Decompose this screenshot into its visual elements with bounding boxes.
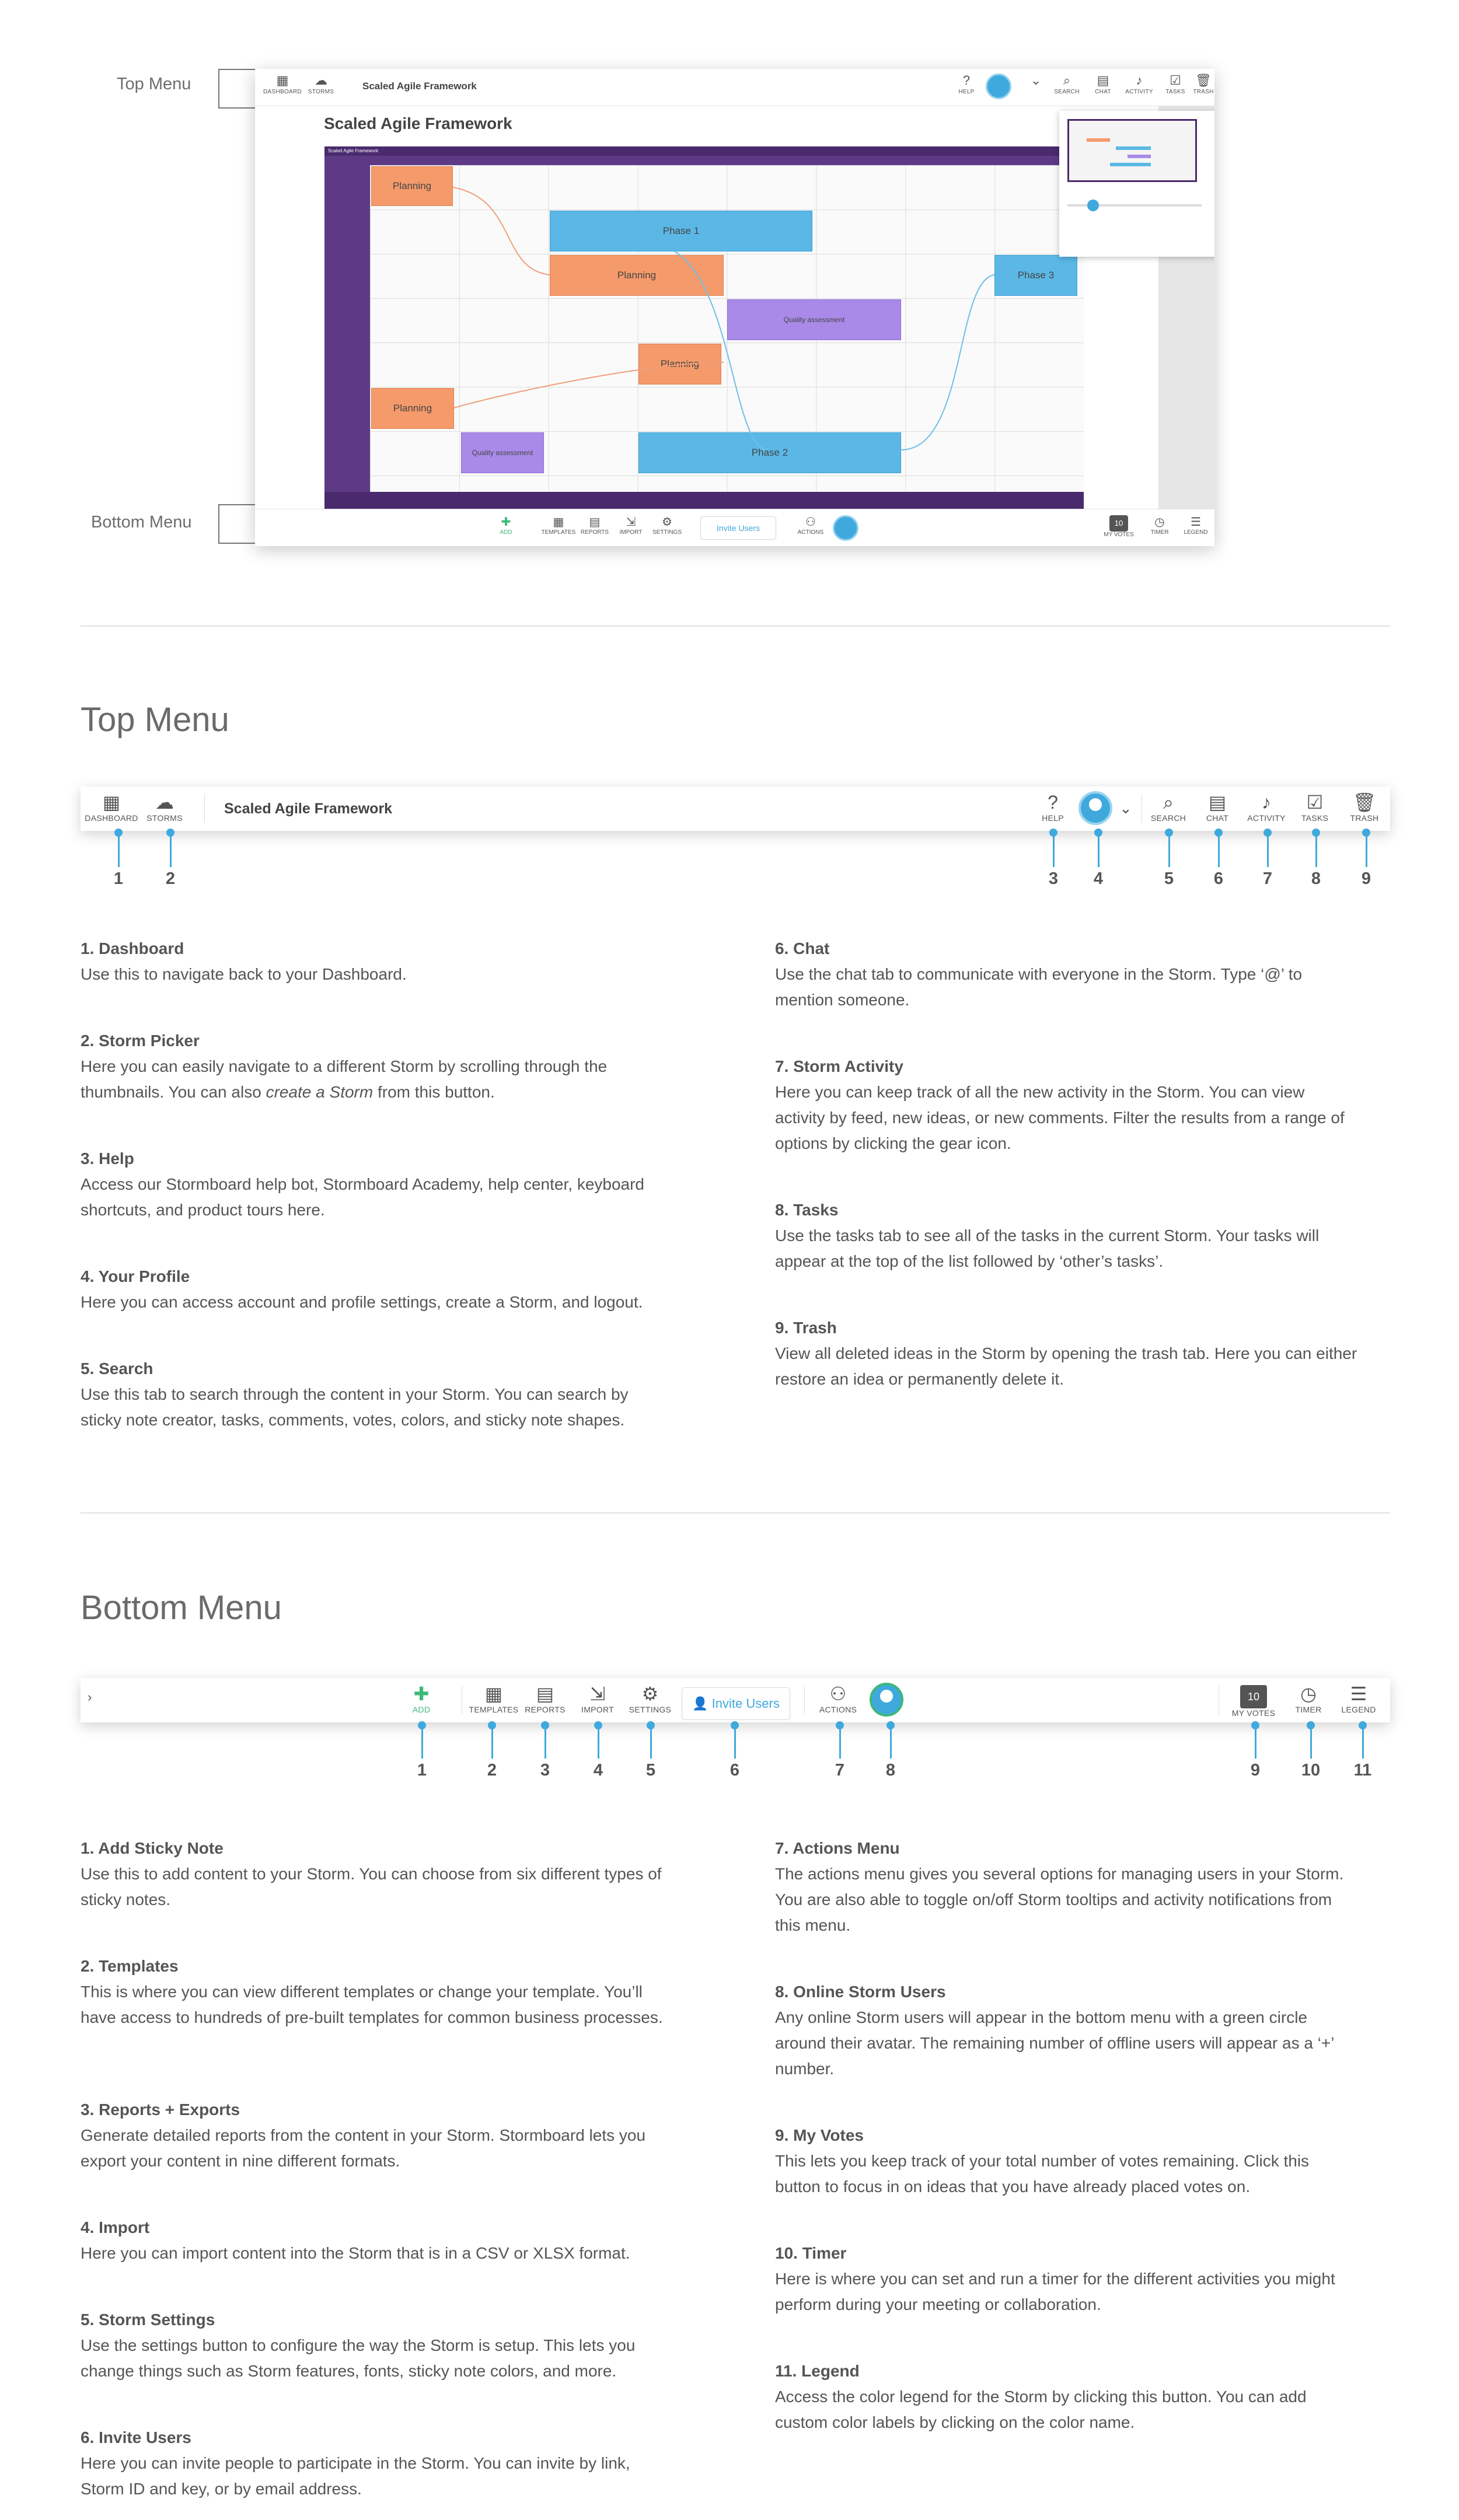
- callout-dot: [114, 829, 123, 837]
- hero-import-button[interactable]: [612, 515, 650, 536]
- callout-number: 8: [885, 1761, 896, 1780]
- add-label: ADD: [412, 1705, 431, 1714]
- bottom-desc-settings: [81, 2307, 664, 2384]
- reports-button[interactable]: [516, 1683, 574, 1714]
- top-desc-chat: [775, 936, 1359, 1013]
- hero-legend-button[interactable]: [1177, 515, 1214, 536]
- hero-label-bottom: Bottom Menu: [91, 513, 192, 532]
- templates-icon: ▦: [553, 516, 564, 529]
- votes-icon: 10: [1100, 515, 1137, 532]
- hero-actions-label: ACTIONS: [797, 529, 824, 536]
- legend-button[interactable]: [1329, 1683, 1388, 1714]
- bottom-desc-import: [81, 2215, 664, 2266]
- callout-dot: [1094, 829, 1102, 837]
- desc-title: 2. Storm Picker: [81, 1032, 200, 1050]
- desc-body: Generate detailed reports from the content in your Storm. Stormboard lets you export your content in nine different formats.: [81, 2126, 646, 2170]
- reports-icon: ▤: [536, 1683, 554, 1704]
- dashboard-icon: ▦: [102, 792, 121, 813]
- callout-number: 1: [417, 1761, 427, 1780]
- desc-title: 4. Import: [81, 2218, 150, 2236]
- hero-board-header: Scaled Agile Framework: [324, 146, 1084, 156]
- callout-dot: [1359, 1721, 1367, 1729]
- hero-help-label: HELP: [958, 89, 975, 95]
- divider-1: [81, 625, 1390, 627]
- settings-button[interactable]: [621, 1683, 679, 1714]
- callout-number: 7: [835, 1761, 845, 1780]
- callout-number: 6: [1213, 869, 1224, 888]
- help-icon: ?: [962, 73, 971, 88]
- top-menu-divider: [204, 795, 205, 823]
- add-button[interactable]: [392, 1683, 451, 1714]
- callout-dot: [1312, 829, 1320, 837]
- dashboard-label: DASHBOARD: [85, 813, 138, 823]
- callout-dot: [1307, 1721, 1315, 1729]
- hero-label-top: Top Menu: [117, 75, 191, 93]
- desc-title: 8. Tasks: [775, 1201, 839, 1219]
- top-desc-activity: [775, 1054, 1359, 1156]
- timer-button[interactable]: [1279, 1683, 1338, 1714]
- templates-button[interactable]: [465, 1683, 523, 1714]
- hero-help-button[interactable]: [947, 72, 986, 95]
- top-desc-help: [81, 1146, 664, 1223]
- desc-title: 2. Templates: [81, 1957, 179, 1975]
- callout-number: 4: [593, 1761, 603, 1780]
- desc-title: 3. Help: [81, 1149, 134, 1168]
- timer-label: TIMER: [1295, 1705, 1322, 1714]
- hero-chat-label: CHAT: [1095, 89, 1111, 95]
- search-icon: ⌕: [1063, 73, 1071, 88]
- desc-body: Here you can import content into the Storm that is in a CSV or XLSX format.: [81, 2244, 630, 2262]
- trash-icon: 🗑: [1195, 73, 1212, 88]
- desc-body: Use this to add content to your Storm. You can choose from six different types of sticky notes.: [81, 1865, 662, 1909]
- hero-actions-button[interactable]: [792, 515, 829, 536]
- tasks-icon: ☑: [1170, 73, 1181, 88]
- callout-dot: [1049, 829, 1057, 837]
- hero-storm-title: Scaled Agile Framework: [362, 81, 477, 92]
- desc-title: 11. Legend: [775, 2362, 860, 2380]
- hero-note-planning-2[interactable]: Planning: [550, 255, 724, 296]
- import-label: IMPORT: [581, 1705, 614, 1714]
- callout-dot: [1165, 829, 1173, 837]
- desc-body: Use this to navigate back to your Dashboard.: [81, 965, 407, 983]
- import-button[interactable]: [568, 1683, 627, 1714]
- desc-title: 6. Invite Users: [81, 2428, 191, 2446]
- bottom-desc-add: [81, 1836, 664, 1913]
- legend-label: LEGEND: [1341, 1705, 1376, 1714]
- dashboard-icon: ▦: [276, 73, 289, 88]
- top-desc-trash: [775, 1315, 1359, 1392]
- hero-board-column-headers: [324, 156, 1084, 165]
- hero-minimap-preview: [1067, 119, 1197, 182]
- desc-body: Any online Storm users will appear in the bottom menu with a green circle around their avatar. The remaining number of offline users will appear as a ‘+’ number.: [775, 2008, 1334, 2078]
- hero-online-user-avatar[interactable]: [833, 515, 858, 541]
- hero-board-row-headers: [324, 165, 370, 492]
- hero-bottom-menu: [255, 509, 1214, 546]
- callout-dot: [647, 1721, 655, 1729]
- trash-label: TRASH: [1350, 813, 1379, 823]
- add-note-icon: ✚: [413, 1683, 430, 1704]
- desc-body: Here you can easily navigate to a different Storm by scrolling through the thumbnails. You can also create a Storm from this button.: [81, 1057, 608, 1101]
- callout-number: 3: [1048, 869, 1059, 888]
- gear-icon: ⚙: [662, 516, 672, 529]
- activity-label: ACTIVITY: [1247, 813, 1286, 823]
- hero-note-phase-3[interactable]: Phase 3: [994, 255, 1077, 296]
- top-menu-heading: Top Menu: [81, 701, 229, 739]
- bottom-desc-actions: [775, 1836, 1359, 1938]
- callout-number: 4: [1093, 869, 1104, 888]
- desc-body: This lets you keep track of your total number of votes remaining. Click this button to focus in on ideas that you have already placed votes on.: [775, 2152, 1310, 2196]
- divider-2: [81, 1512, 1390, 1514]
- desc-body: Use the tasks tab to see all of the tasks in the current Storm. Your tasks will appear at the top of the list followed by ‘other’s tasks’.: [775, 1226, 1320, 1270]
- desc-title: 4. Your Profile: [81, 1267, 190, 1285]
- storms-label: STORMS: [146, 813, 183, 823]
- storm-title: Scaled Agile Framework: [224, 801, 393, 817]
- callout-dot: [836, 1721, 844, 1729]
- hero-note-planning-4[interactable]: Planning: [371, 388, 454, 429]
- search-label: SEARCH: [1150, 813, 1186, 823]
- callout-dot: [886, 1721, 895, 1729]
- callout-dot: [594, 1721, 602, 1729]
- top-desc-search: [81, 1356, 664, 1433]
- desc-body: Access our Stormboard help bot, Stormboard Academy, help center, keyboard shortcuts, and product tours here.: [81, 1175, 644, 1219]
- hero-bracket-top: [218, 69, 256, 109]
- hero-trash-button[interactable]: [1184, 72, 1214, 95]
- import-icon: ⇲: [589, 1683, 606, 1704]
- top-desc-tasks: [775, 1197, 1359, 1274]
- chevron-right-icon[interactable]: ›: [88, 1690, 92, 1704]
- desc-body: Use this tab to search through the content in your Storm. You can search by sticky note creator, tasks, comments, votes, colors, and sticky note shapes.: [81, 1385, 629, 1429]
- hero-top-menu: [255, 69, 1214, 106]
- hero-tasks-label: TASKS: [1165, 89, 1185, 95]
- hero-profile-chevron[interactable]: [1029, 72, 1043, 89]
- hero-timer-label: TIMER: [1150, 529, 1169, 536]
- desc-body: Use the settings button to configure the way the Storm is setup. This lets you change things such as Storm features, fonts, sticky note colors, and more.: [81, 2336, 636, 2380]
- hero-add-label: ADD: [500, 529, 512, 536]
- hero-storm-window: [255, 69, 1214, 546]
- cloud-icon: ☁: [315, 73, 327, 88]
- hero-myvotes-label: MY VOTES: [1104, 532, 1134, 538]
- callout-number: 3: [540, 1761, 550, 1780]
- bottom-desc-my-votes: [775, 2123, 1359, 2200]
- bottom-desc-templates: [81, 1953, 664, 2030]
- online-user-avatar[interactable]: [870, 1683, 903, 1717]
- desc-title: 7. Storm Activity: [775, 1057, 903, 1075]
- reports-icon: ▤: [589, 516, 601, 529]
- hero-trash-label: TRASH: [1193, 89, 1214, 95]
- desc-body: The actions menu gives you several options for managing users in your Storm. You are also able to toggle on/off Storm tooltips and activity notifications from this menu.: [775, 1865, 1344, 1934]
- bottom-desc-reports: [81, 2097, 664, 2174]
- hero-board: [324, 146, 1084, 499]
- votes-count: 10: [1240, 1685, 1267, 1708]
- hero-add-button[interactable]: [487, 515, 525, 536]
- top-desc-storm-picker: [81, 1028, 664, 1105]
- trash-icon: 🗑: [1352, 792, 1377, 813]
- import-icon: ⇲: [626, 516, 636, 529]
- desc-body: Use the chat tab to communicate with everyone in the Storm. Type ‘@’ to mention someone.: [775, 965, 1303, 1009]
- hero-zoom-slider[interactable]: [1067, 204, 1202, 207]
- hero-note-quality-1[interactable]: Quality assessment: [727, 299, 901, 340]
- desc-title: 1. Add Sticky Note: [81, 1839, 224, 1857]
- chevron-down-icon[interactable]: ⌄: [1119, 799, 1132, 817]
- bell-icon: ♪: [1262, 792, 1271, 813]
- votes-icon: [1224, 1683, 1283, 1708]
- hero-minimap[interactable]: [1059, 111, 1214, 257]
- callout-number: 1: [113, 869, 124, 888]
- legend-icon: ☰: [1191, 516, 1201, 529]
- bottom-menu-bar: [81, 1678, 1390, 1722]
- hero-settings-label: SETTINGS: [652, 529, 682, 536]
- callout-number: 5: [1164, 869, 1174, 888]
- bottom-desc-legend: [775, 2358, 1359, 2435]
- desc-body: View all deleted ideas in the Storm by opening the trash tab. Here you can either restore an idea or permanently delete it.: [775, 1344, 1357, 1388]
- desc-title: 5. Storm Settings: [81, 2311, 215, 2329]
- templates-icon: ▦: [484, 1683, 503, 1704]
- hero-templates-button[interactable]: [540, 515, 577, 536]
- hero-legend-label: LEGEND: [1184, 529, 1208, 536]
- hero-note-planning-3[interactable]: Planning: [638, 344, 721, 385]
- desc-body: Access the color legend for the Storm by clicking this button. You can add custom color labels by clicking on the color name.: [775, 2388, 1307, 2431]
- tasks-icon: ☑: [1306, 792, 1324, 813]
- hero-note-planning-1[interactable]: Planning: [371, 166, 453, 206]
- hero-timer-button[interactable]: [1141, 515, 1178, 536]
- callout-number: 9: [1361, 869, 1371, 888]
- desc-title: 9. Trash: [775, 1319, 837, 1337]
- hero-reports-label: REPORTS: [580, 529, 609, 536]
- callout-number: 8: [1311, 869, 1321, 888]
- hero-dashboard-button[interactable]: [263, 72, 302, 95]
- hero-myvotes-button[interactable]: [1100, 515, 1137, 538]
- chat-icon: ▤: [1208, 792, 1227, 813]
- hero-note-quality-2[interactable]: Quality assessment: [461, 432, 544, 473]
- hero-reports-button[interactable]: [576, 515, 613, 536]
- desc-body: Here you can keep track of all the new activity in the Storm. You can view activity by feed, new ideas, or new comments. Filter the results from a range of options by clicking the gear icon.: [775, 1083, 1345, 1152]
- hero-board-title: Scaled Agile Framework: [324, 114, 512, 132]
- desc-title: 7. Actions Menu: [775, 1839, 900, 1857]
- callout-dot: [488, 1721, 496, 1729]
- cloud-upload-icon: ☁: [155, 792, 174, 813]
- callout-number: 5: [645, 1761, 656, 1780]
- desc-title: 9. My Votes: [775, 2126, 864, 2144]
- hero-note-phase-1[interactable]: Phase 1: [550, 211, 812, 251]
- bottom-menu-divider-2: [804, 1686, 805, 1714]
- hero-storms-label: STORMS: [308, 89, 334, 95]
- hero-settings-button[interactable]: [648, 515, 686, 536]
- my-votes-button[interactable]: [1224, 1683, 1283, 1718]
- callout-dot: [418, 1721, 426, 1729]
- chat-label: CHAT: [1206, 813, 1229, 823]
- legend-icon: ☰: [1350, 1683, 1367, 1704]
- top-menu-bar: [81, 787, 1390, 831]
- templates-label: TEMPLATES: [469, 1705, 519, 1714]
- hero-search-button[interactable]: [1048, 72, 1086, 95]
- callout-dot: [731, 1721, 739, 1729]
- bottom-menu-heading: Bottom Menu: [81, 1589, 282, 1627]
- bottom-desc-timer: [775, 2241, 1359, 2318]
- reports-label: REPORTS: [525, 1705, 566, 1714]
- users-icon: ⚇: [829, 1683, 847, 1704]
- timer-icon: ◷: [1154, 516, 1165, 529]
- hero-invite-button[interactable]: Invite Users: [700, 516, 776, 540]
- callout-number: 10: [1301, 1761, 1321, 1780]
- callout-dot: [1362, 829, 1370, 837]
- callout-dot: [166, 829, 174, 837]
- callout-number: 2: [487, 1761, 497, 1780]
- hero-storms-button[interactable]: [302, 72, 340, 95]
- timer-icon: ◷: [1300, 1683, 1317, 1704]
- search-icon: ⌕: [1163, 792, 1174, 813]
- desc-body: This is where you can view different templates or change your template. You’ll have access to hundreds of pre-built templates for common business processes.: [81, 1983, 663, 2026]
- dashboard-button[interactable]: [82, 791, 141, 823]
- settings-label: SETTINGS: [629, 1705, 672, 1714]
- trash-button[interactable]: [1335, 791, 1394, 823]
- hero-chat-button[interactable]: [1084, 72, 1122, 95]
- callout-number: 2: [165, 869, 176, 888]
- hero-zoom-handle[interactable]: [1087, 200, 1099, 211]
- hero-activity-button[interactable]: [1120, 72, 1158, 95]
- hero-activity-label: ACTIVITY: [1125, 89, 1153, 95]
- callout-dot: [1263, 829, 1272, 837]
- hero-note-phase-2[interactable]: Phase 2: [638, 432, 901, 473]
- bottom-desc-online-users: [775, 1979, 1359, 2082]
- chat-icon: ▤: [1097, 73, 1109, 88]
- callout-dot: [1214, 829, 1223, 837]
- desc-title: 6. Chat: [775, 939, 830, 957]
- bell-icon: ♪: [1136, 73, 1143, 88]
- help-button[interactable]: [1024, 791, 1082, 823]
- callout-dot: [1251, 1721, 1259, 1729]
- add-user-icon: 👤: [692, 1696, 712, 1711]
- callout-number: 7: [1262, 869, 1273, 888]
- bottom-desc-invite: [81, 2425, 664, 2502]
- users-icon: ⚇: [805, 516, 816, 529]
- desc-body: Here you can access account and profile settings, create a Storm, and logout.: [81, 1293, 643, 1311]
- desc-title: 1. Dashboard: [81, 939, 184, 957]
- hero-bracket-bottom: [218, 504, 256, 544]
- desc-title: 8. Online Storm Users: [775, 1983, 946, 2001]
- profile-avatar[interactable]: [1078, 791, 1112, 825]
- gear-icon: ⚙: [641, 1683, 659, 1704]
- callout-number: 6: [730, 1761, 740, 1780]
- add-note-icon: ✚: [501, 516, 511, 529]
- help-icon: ?: [1048, 792, 1058, 813]
- invite-users-button[interactable]: [682, 1687, 790, 1720]
- callout-dot: [541, 1721, 549, 1729]
- hero-dashboard-label: DASHBOARD: [263, 89, 302, 95]
- invite-users-label: Invite Users: [711, 1696, 780, 1711]
- hero-profile-avatar[interactable]: [986, 74, 1011, 99]
- hero-templates-label: TEMPLATES: [541, 529, 576, 536]
- actions-button[interactable]: [809, 1683, 867, 1714]
- callout-number: 11: [1353, 1761, 1372, 1780]
- top-desc-dashboard: [81, 936, 664, 987]
- storms-button[interactable]: [135, 791, 194, 823]
- desc-body: Here you can invite people to participate in the Storm. You can invite by link, Storm ID and key, or by email address.: [81, 2454, 630, 2498]
- hero-search-label: SEARCH: [1054, 89, 1080, 95]
- desc-body: Here is where you can set and run a timer for the different activities you might perform during your meeting or collaboration.: [775, 2270, 1335, 2313]
- help-label: HELP: [1042, 813, 1064, 823]
- tasks-label: TASKS: [1301, 813, 1329, 823]
- desc-title: 10. Timer: [775, 2244, 847, 2262]
- hero-import-label: IMPORT: [619, 529, 643, 536]
- chevron-down-icon: ⌄: [1030, 73, 1042, 88]
- callout-number: 9: [1250, 1761, 1261, 1780]
- desc-title: 3. Reports + Exports: [81, 2100, 240, 2119]
- actions-label: ACTIONS: [819, 1705, 857, 1714]
- top-desc-profile: [81, 1264, 664, 1315]
- my-votes-label: MY VOTES: [1231, 1708, 1276, 1718]
- desc-title: 5. Search: [81, 1359, 153, 1378]
